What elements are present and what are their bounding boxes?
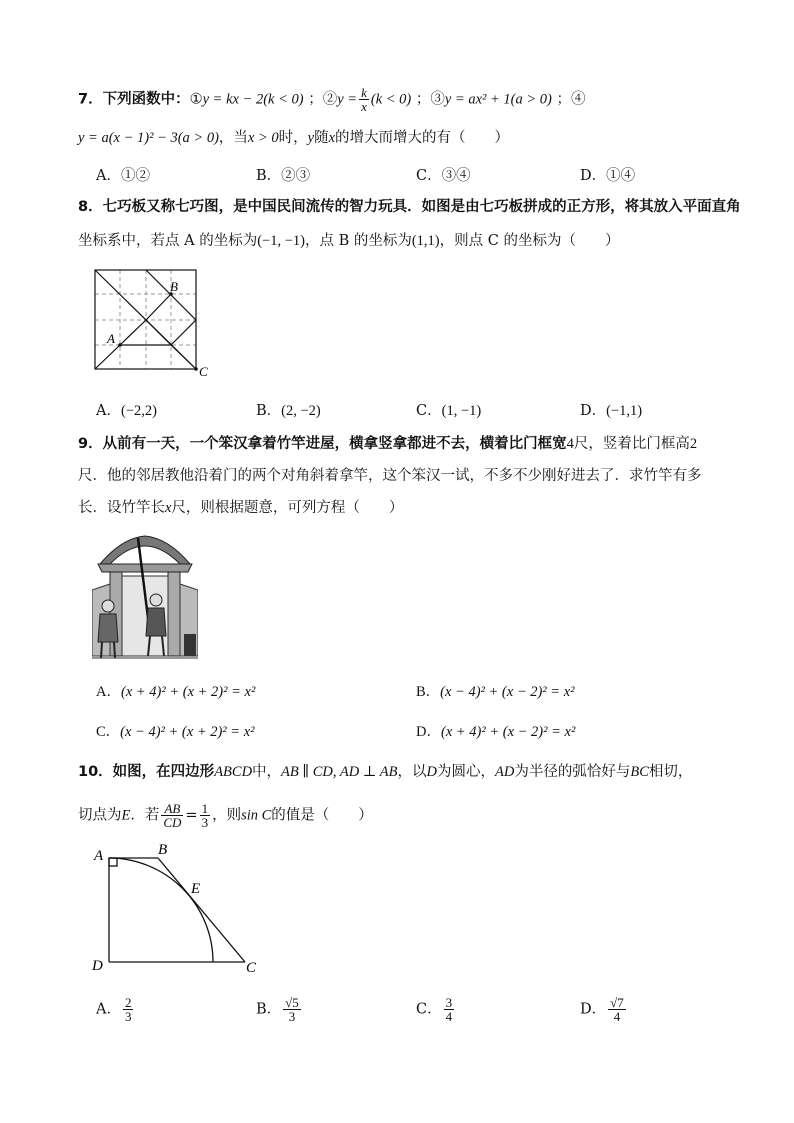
option-letter: C． [416, 1001, 442, 1018]
fig-label-b: B [158, 842, 168, 858]
q7-prefix: 7．下列函数中： [78, 91, 190, 108]
option-letter: A． [96, 684, 121, 700]
option-letter: C． [96, 724, 121, 740]
q10-option-c[interactable] [416, 996, 456, 1023]
option-text: (x − 4)² + (x + 2)² = x² [120, 724, 255, 740]
q10-text-1k: 相切， [648, 764, 693, 780]
bamboo-door-illustration [92, 530, 198, 664]
q9-var-x: x [165, 500, 172, 516]
q10-option-b[interactable] [256, 996, 303, 1023]
q7-sep-1: ； [308, 91, 323, 108]
option-text: ②③ [281, 168, 311, 184]
q8-option-c[interactable] [416, 399, 481, 420]
q10-d: D [426, 764, 437, 780]
q7-sep-2: ； [415, 91, 431, 108]
q10-text-2f: 的值是（ ） [271, 807, 373, 824]
q10-e: E [121, 807, 131, 824]
q10-bc: BC [630, 764, 649, 780]
q10-line-2 [78, 802, 373, 829]
q8-option-b[interactable] [256, 399, 321, 420]
q10-abcd: ABCD [214, 764, 253, 780]
quadrilateral-figure [88, 840, 268, 978]
q8-option-a[interactable] [96, 399, 157, 420]
option-den: 3 [288, 1009, 296, 1024]
option-text: ③④ [441, 168, 471, 184]
q8-text-2e: ，则点 C 的坐标为（ ） [439, 233, 620, 249]
q9-option-b[interactable] [416, 680, 574, 701]
option-den: 4 [445, 1009, 453, 1024]
q9-num-4: 4 [566, 436, 574, 452]
q10-frac-den: CD [163, 815, 182, 830]
q7-f4-eq: y = a(x − 1)² − 3(a > 0) [78, 130, 219, 146]
q8-coord-b: (1,1) [411, 233, 440, 249]
option-letter: B． [256, 168, 282, 184]
option-letter: B． [416, 684, 441, 700]
q9-text-1a: 9．从前有一天，一个笨汉拿着竹竿进屋，横拿竖拿都进不去，横着比门框宽 [78, 436, 567, 452]
q10-text-1a: 10．如图，在四边形 [78, 764, 215, 780]
q7-line-1 [78, 86, 585, 113]
option-den: 3 [124, 1009, 132, 1024]
option-letter: C． [416, 403, 442, 419]
q10-frac-num: AB [161, 802, 183, 816]
q7-f2-cond: (k < 0) [370, 91, 412, 108]
q10-cond: AB ∥ CD, AD ⊥ AB [281, 764, 398, 780]
q7-f1-eq: y = kx − 2(k < 0) [202, 91, 304, 108]
option-text: (−2,2) [120, 403, 157, 419]
q10-option-a[interactable] [96, 996, 135, 1023]
q9-line-1 [78, 434, 697, 454]
q8-option-d[interactable] [580, 399, 642, 420]
q7-text-2: 时， [278, 130, 308, 146]
q9-text-3a: 长．设竹竿长 [78, 500, 165, 516]
q10-ratio-num: 1 [201, 801, 209, 816]
option-num: √7 [610, 995, 624, 1010]
q7-text-3: 随 [314, 130, 329, 146]
q7-cond: x > 0 [247, 130, 279, 146]
q7-text-1: ，当 [218, 130, 248, 146]
q7-y: y [307, 130, 315, 146]
q9-option-c[interactable] [96, 720, 254, 741]
q8-text-2a: 坐标系中，若点 A 的坐标为 [78, 233, 258, 249]
tangram-figure [88, 265, 218, 380]
option-letter: B． [256, 403, 282, 419]
tangram-label-a: A [107, 331, 115, 346]
option-letter: A． [96, 403, 121, 419]
option-num: √5 [285, 995, 299, 1010]
fig-label-a: A [94, 848, 104, 864]
tangram-label-b: B [170, 279, 178, 294]
option-letter: D． [416, 724, 441, 740]
q9-line-3 [78, 498, 403, 518]
option-letter: D． [580, 403, 607, 419]
q9-option-a[interactable] [96, 680, 255, 701]
q7-f1-mark: ① [189, 91, 203, 108]
q7-f3-eq: y = ax² + 1(a > 0) [444, 91, 552, 108]
q7-f3-mark: ③ [430, 91, 445, 108]
q7-option-a[interactable] [96, 164, 150, 185]
q10-text-1c: 中， [252, 764, 282, 780]
q9-text-1c: 尺，竖着比门框高 [573, 436, 690, 452]
q7-f2-num: k [361, 85, 367, 100]
option-text: (x + 4)² + (x − 2)² = x² [440, 724, 576, 740]
q7-option-d[interactable] [580, 164, 635, 185]
q10-sinc: sin C [241, 807, 272, 824]
q7-sep-3: ； [556, 91, 571, 108]
option-text: ①② [120, 168, 150, 184]
option-text: (−1,1) [606, 403, 643, 419]
option-text: (2, −2) [281, 403, 321, 419]
q7-f2-den: x [361, 99, 367, 114]
option-num: 2 [124, 995, 132, 1010]
q8-line-1 [78, 197, 741, 217]
q7-option-c[interactable] [416, 164, 471, 185]
q10-line-1 [78, 762, 692, 782]
q10-eq: = [185, 807, 198, 824]
q7-f4-mark: ④ [570, 91, 586, 108]
q10-text-1e: ，以 [397, 764, 427, 780]
fig-label-c: C [246, 960, 257, 976]
q9-option-d[interactable] [416, 720, 575, 741]
q10-text-2a: 切点为 [78, 807, 122, 824]
option-text: (x + 4)² + (x + 2)² = x² [120, 684, 256, 700]
q9-num-2: 2 [689, 436, 698, 452]
q8-text-2c: ，点 B 的坐标为 [304, 233, 412, 249]
option-num: 3 [445, 995, 453, 1010]
q10-ad: AD [495, 764, 515, 780]
q9-line-2 [78, 466, 702, 486]
option-text: (x − 4)² + (x − 2)² = x² [440, 684, 575, 700]
option-text: (1, −1) [441, 403, 482, 419]
q7-x: x [328, 130, 336, 146]
option-letter: D． [580, 1001, 607, 1018]
q10-text-1i: 为半径的弧恰好与 [514, 764, 631, 780]
q10-text-2c: ．若 [130, 807, 160, 824]
option-letter: A． [96, 168, 121, 184]
option-den: 4 [613, 1009, 621, 1024]
fig-label-d: D [92, 958, 103, 974]
q9-text-2: 尺．他的邻居教他沿着门的两个对角斜着拿竿，这个笨汉一试，不多不少刚好进去了．求竹竿有多 [78, 468, 702, 484]
q7-line-2 [78, 128, 509, 148]
option-letter: B． [256, 1001, 282, 1018]
q7-f2-pre: y = [337, 91, 358, 108]
q8-line-2 [78, 231, 619, 251]
q8-coord-a: (−1, −1) [257, 233, 305, 249]
q7-option-b[interactable] [256, 164, 310, 185]
tangram-label-c: C [199, 364, 208, 379]
fig-label-e: E [191, 881, 201, 897]
q10-option-d[interactable] [580, 996, 628, 1023]
q10-ratio-den: 3 [201, 815, 209, 830]
q10-text-1g: 为圆心， [437, 764, 495, 780]
option-letter: C． [416, 168, 442, 184]
option-letter: D． [580, 168, 607, 184]
option-text: ①④ [606, 168, 636, 184]
q7-f2-mark: ② [322, 91, 338, 108]
q9-text-3c: 尺，则根据题意，可列方程（ ） [171, 500, 404, 516]
q10-text-2d: ，则 [212, 807, 242, 824]
option-letter: A． [96, 1001, 121, 1018]
q8-text-1: 8．七巧板又称七巧图，是中国民间流传的智力玩具．如图是由七巧板拼成的正方形，将其放入平面直角 [78, 199, 741, 215]
q7-text-4: 的增大而增大的有（ ） [335, 130, 510, 146]
